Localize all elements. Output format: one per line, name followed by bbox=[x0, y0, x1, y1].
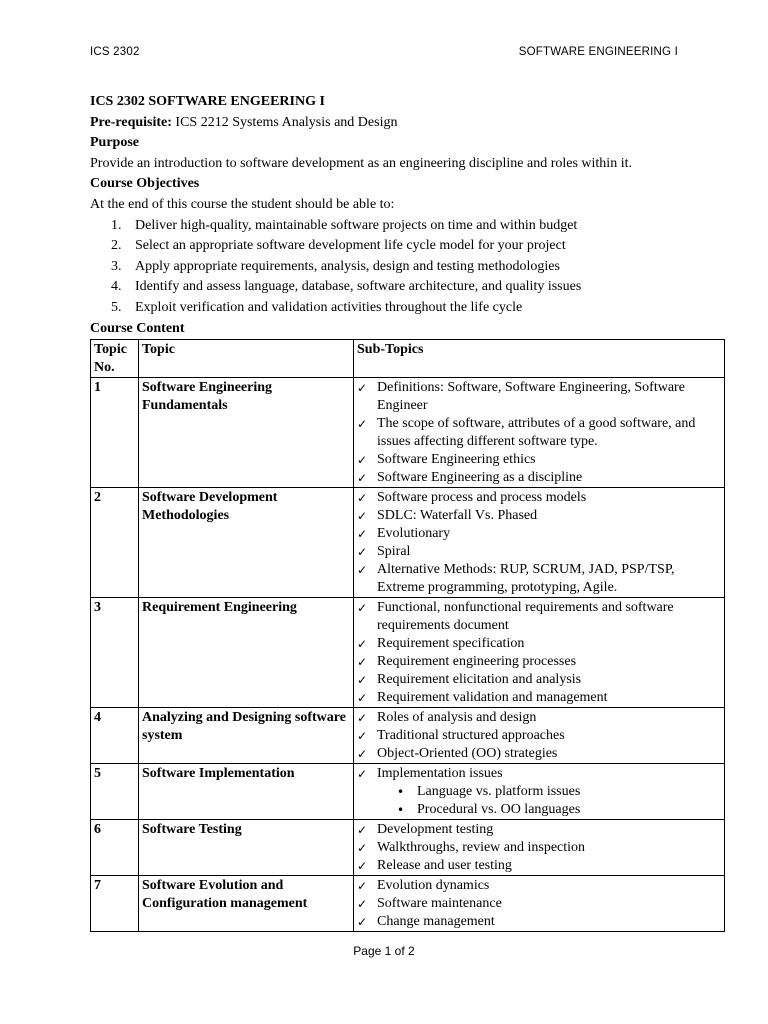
subtopic-text: Object-Oriented (OO) strategies bbox=[377, 746, 558, 762]
subtopics-cell bbox=[354, 598, 725, 708]
checkmark-icon: ✓ bbox=[357, 859, 368, 874]
table-row bbox=[91, 876, 725, 932]
topic-number-cell: 7 bbox=[91, 876, 139, 932]
subtopic-item bbox=[357, 635, 721, 653]
subtopics-cell bbox=[354, 708, 725, 764]
table-header-row bbox=[91, 340, 725, 378]
course-content-table bbox=[90, 339, 725, 932]
subtopic-list bbox=[357, 489, 721, 597]
topic-cell: Software Evolution and Configuration management bbox=[139, 876, 354, 932]
subtopic-item bbox=[357, 821, 721, 839]
bullet-icon: • bbox=[397, 785, 405, 800]
topic-number-cell: 4 bbox=[91, 708, 139, 764]
subtopic-list bbox=[357, 599, 721, 707]
subtopic-text: The scope of software, attributes of a good software, and issues affecting different software type. bbox=[377, 416, 696, 450]
checkmark-icon: ✓ bbox=[357, 491, 368, 506]
objective-text: Exploit verification and validation activities throughout the life cycle bbox=[135, 299, 523, 315]
subtopic-item bbox=[357, 745, 721, 763]
subtopics-cell bbox=[354, 876, 725, 932]
subtopic-bullet-text: Procedural vs. OO languages bbox=[417, 802, 581, 818]
objective-number: 4. bbox=[111, 279, 122, 295]
subtopic-bullet-text: Language vs. platform issues bbox=[417, 784, 581, 800]
subtopic-text: Software process and process models bbox=[377, 490, 587, 506]
subtopic-text: Spiral bbox=[377, 544, 411, 560]
table-row bbox=[91, 764, 725, 820]
subtopic-item bbox=[357, 561, 721, 597]
subtopic-bullet-item bbox=[377, 783, 721, 801]
subtopic-text: Development testing bbox=[377, 822, 494, 838]
objective-number: 3. bbox=[111, 258, 122, 274]
objective-number: 5. bbox=[111, 299, 122, 315]
subtopic-text: Release and user testing bbox=[377, 858, 512, 874]
objective-number: 2. bbox=[111, 238, 122, 254]
subtopic-item bbox=[357, 877, 721, 895]
objective-item bbox=[90, 216, 724, 237]
purpose-heading: Purpose bbox=[90, 135, 139, 151]
checkmark-icon: ✓ bbox=[357, 601, 368, 616]
subtopic-text: Evolutionary bbox=[377, 526, 451, 542]
subtopic-text: Evolution dynamics bbox=[377, 878, 490, 894]
topic-cell: Software Testing bbox=[139, 820, 354, 876]
subtopic-text: Change management bbox=[377, 914, 495, 930]
checkmark-icon: ✓ bbox=[357, 897, 368, 912]
checkmark-icon: ✓ bbox=[357, 823, 368, 838]
subtopic-item bbox=[357, 653, 721, 671]
checkmark-icon: ✓ bbox=[357, 509, 368, 524]
subtopic-text: Traditional structured approaches bbox=[377, 728, 565, 744]
checkmark-icon: ✓ bbox=[357, 563, 368, 578]
checkmark-icon: ✓ bbox=[357, 637, 368, 652]
running-header-course-title: SOFTWARE ENGINEERING I bbox=[518, 46, 678, 58]
objectives-list bbox=[90, 216, 724, 319]
checkmark-icon: ✓ bbox=[357, 417, 368, 432]
checkmark-icon: ✓ bbox=[357, 471, 368, 486]
subtopic-text: Implementation issues bbox=[377, 766, 503, 782]
topic-number-cell: 2 bbox=[91, 488, 139, 598]
subtopic-item bbox=[357, 671, 721, 689]
subtopic-item bbox=[357, 415, 721, 451]
topic-cell: Software Implementation bbox=[139, 764, 354, 820]
running-header-course-code: ICS 2302 bbox=[90, 46, 140, 58]
checkmark-icon: ✓ bbox=[357, 915, 368, 930]
objective-item bbox=[90, 298, 724, 319]
checkmark-icon: ✓ bbox=[357, 747, 368, 762]
subtopic-item bbox=[357, 727, 721, 745]
checkmark-icon: ✓ bbox=[357, 545, 368, 560]
subtopic-item bbox=[357, 379, 721, 415]
subtopics-cell bbox=[354, 488, 725, 598]
table-row bbox=[91, 820, 725, 876]
subtopic-bullet-item bbox=[377, 801, 721, 819]
topic-number-cell: 3 bbox=[91, 598, 139, 708]
column-header-topic-no: Topic No. bbox=[91, 340, 139, 378]
subtopic-text: Functional, nonfunctional requirements and software requirements document bbox=[377, 600, 674, 634]
subtopics-cell bbox=[354, 820, 725, 876]
topic-number-cell: 1 bbox=[91, 378, 139, 488]
subtopic-list bbox=[357, 821, 721, 875]
subtopic-item bbox=[357, 469, 721, 487]
subtopic-item bbox=[357, 543, 721, 561]
subtopic-item bbox=[357, 765, 721, 819]
subtopic-item bbox=[357, 507, 721, 525]
topic-number-cell: 5 bbox=[91, 764, 139, 820]
subtopic-item bbox=[357, 895, 721, 913]
subtopic-text: Requirement elicitation and analysis bbox=[377, 672, 582, 688]
subtopic-text: Requirement engineering processes bbox=[377, 654, 577, 670]
subtopic-item bbox=[357, 599, 721, 635]
objectives-heading: Course Objectives bbox=[90, 176, 200, 192]
subtopic-item bbox=[357, 913, 721, 931]
checkmark-icon: ✓ bbox=[357, 381, 368, 396]
subtopic-text: Roles of analysis and design bbox=[377, 710, 537, 726]
column-header-subtopics: Sub-Topics bbox=[354, 340, 725, 378]
table-row bbox=[91, 378, 725, 488]
subtopic-text: Alternative Methods: RUP, SCRUM, JAD, PSP/TSP, Extreme programming, prototyping, Agile. bbox=[377, 562, 675, 596]
checkmark-icon: ✓ bbox=[357, 527, 368, 542]
subtopic-list bbox=[357, 709, 721, 763]
subtopic-text: Software maintenance bbox=[377, 896, 502, 912]
subtopics-cell bbox=[354, 764, 725, 820]
objective-number: 1. bbox=[111, 217, 122, 233]
objective-item bbox=[90, 236, 724, 257]
subtopic-list bbox=[357, 877, 721, 931]
subtopic-text: SDLC: Waterfall Vs. Phased bbox=[377, 508, 538, 524]
bullet-icon: • bbox=[397, 803, 405, 818]
subtopics-cell bbox=[354, 378, 725, 488]
subtopic-list bbox=[357, 379, 721, 487]
subtopic-bullet-list bbox=[377, 783, 721, 819]
subtopic-text: Walkthroughs, review and inspection bbox=[377, 840, 586, 856]
subtopic-text: Software Engineering as a discipline bbox=[377, 470, 583, 486]
prerequisite-line bbox=[90, 113, 724, 134]
checkmark-icon: ✓ bbox=[357, 767, 368, 782]
purpose-text: Provide an introduction to software development as an engineering discipline and roles within it. bbox=[90, 155, 632, 171]
checkmark-icon: ✓ bbox=[357, 729, 368, 744]
subtopic-item bbox=[357, 525, 721, 543]
checkmark-icon: ✓ bbox=[357, 673, 368, 688]
subtopic-item bbox=[357, 709, 721, 727]
subtopic-item bbox=[357, 451, 721, 469]
subtopic-list bbox=[357, 765, 721, 819]
objective-item bbox=[90, 257, 724, 278]
column-header-topic: Topic bbox=[139, 340, 354, 378]
subtopic-item bbox=[357, 839, 721, 857]
checkmark-icon: ✓ bbox=[357, 655, 368, 670]
table-row bbox=[91, 488, 725, 598]
checkmark-icon: ✓ bbox=[357, 841, 368, 856]
topic-cell: Software Engineering Fundamentals bbox=[139, 378, 354, 488]
checkmark-icon: ✓ bbox=[357, 453, 368, 468]
course-content-heading: Course Content bbox=[90, 320, 185, 336]
topic-cell: Requirement Engineering bbox=[139, 598, 354, 708]
subtopic-item bbox=[357, 489, 721, 507]
table-row bbox=[91, 708, 725, 764]
topic-cell: Analyzing and Designing software system bbox=[139, 708, 354, 764]
subtopic-text: Requirement specification bbox=[377, 636, 525, 652]
checkmark-icon: ✓ bbox=[357, 691, 368, 706]
table-row bbox=[91, 598, 725, 708]
subtopic-item bbox=[357, 689, 721, 707]
topic-cell: Software Development Methodologies bbox=[139, 488, 354, 598]
subtopic-text: Definitions: Software, Software Engineering, Software Engineer bbox=[377, 380, 685, 414]
checkmark-icon: ✓ bbox=[357, 879, 368, 894]
objective-text: Deliver high-quality, maintainable software projects on time and within budget bbox=[135, 217, 578, 233]
subtopic-text: Software Engineering ethics bbox=[377, 452, 536, 468]
prerequisite-label: Pre-requisite: bbox=[90, 114, 172, 130]
subtopic-text: Requirement validation and management bbox=[377, 690, 608, 706]
prerequisite-value: ICS 2212 Systems Analysis and Design bbox=[171, 114, 398, 130]
objective-text: Apply appropriate requirements, analysis, design and testing methodologies bbox=[135, 258, 560, 274]
objective-text: Select an appropriate software development life cycle model for your project bbox=[135, 238, 566, 254]
subtopic-item bbox=[357, 857, 721, 875]
topic-number-cell: 6 bbox=[91, 820, 139, 876]
objective-text: Identify and assess language, database, software architecture, and quality issues bbox=[135, 279, 582, 295]
document-body bbox=[90, 92, 724, 932]
objectives-intro: At the end of this course the student should be able to: bbox=[90, 196, 395, 212]
document-title: ICS 2302 SOFTWARE ENGEERING I bbox=[90, 94, 325, 109]
checkmark-icon: ✓ bbox=[357, 711, 368, 726]
objective-item bbox=[90, 277, 724, 298]
page-number: Page 1 of 2 bbox=[353, 944, 415, 958]
